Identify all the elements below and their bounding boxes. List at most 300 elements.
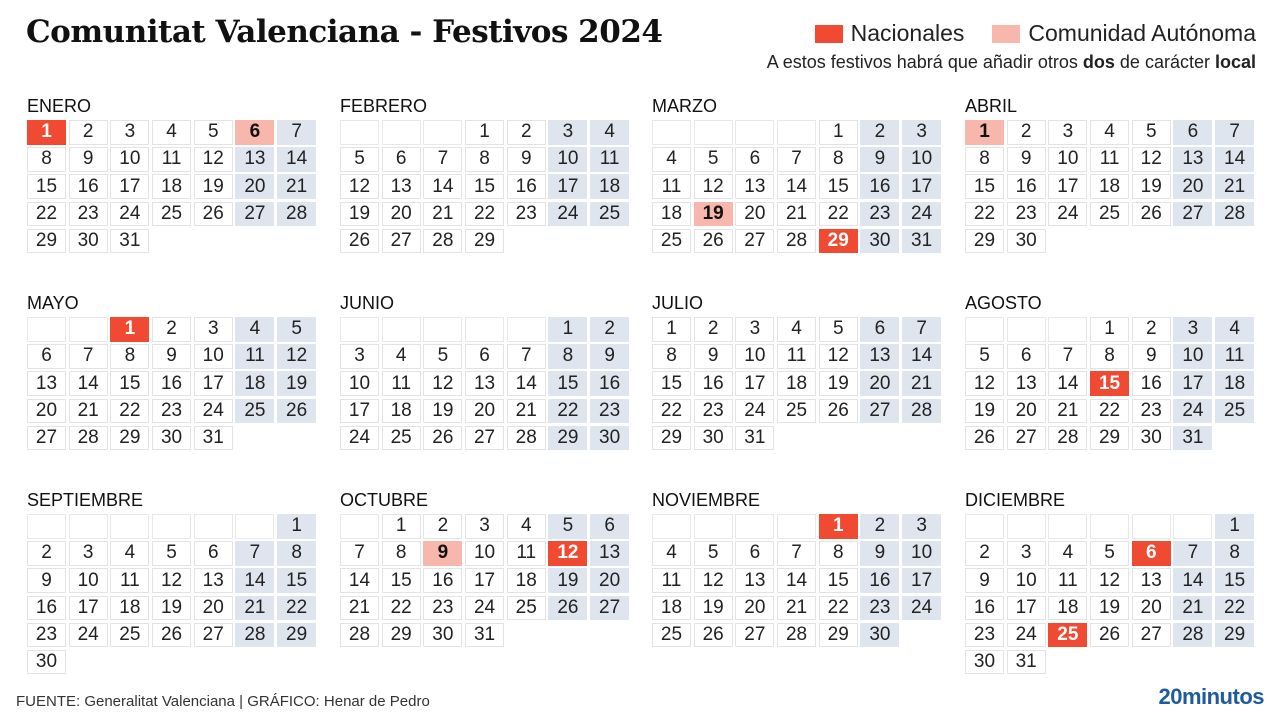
- day-cell: 23: [27, 623, 66, 648]
- month-noviembre: [652, 489, 942, 647]
- day-cell: 5: [694, 541, 733, 566]
- month-mayo: [27, 292, 317, 450]
- month-grid: [340, 317, 630, 450]
- empty-cell: [652, 120, 691, 145]
- day-cell: 18: [590, 174, 629, 199]
- day-cell: 19: [152, 596, 191, 621]
- day-cell: 23: [152, 399, 191, 424]
- day-cell: 12: [1090, 568, 1129, 593]
- day-cell: 16: [423, 568, 462, 593]
- day-cell: 3: [1048, 120, 1087, 145]
- month-agosto: [965, 292, 1255, 450]
- day-cell: 2: [69, 120, 108, 145]
- day-cell: 28: [1173, 623, 1212, 648]
- day-cell: 10: [902, 147, 941, 172]
- day-cell: 2: [27, 541, 66, 566]
- day-cell: 11: [110, 568, 149, 593]
- month-name: OCTUBRE: [340, 490, 429, 510]
- day-cell: 15: [819, 568, 858, 593]
- day-cell: 28: [777, 229, 816, 254]
- day-cell: 3: [902, 514, 941, 539]
- day-cell: 17: [735, 371, 774, 396]
- day-cell: 30: [69, 229, 108, 254]
- day-cell: 11: [1215, 344, 1254, 369]
- month-name: MARZO: [652, 96, 717, 116]
- day-cell: 18: [1048, 596, 1087, 621]
- day-cell: 5: [1090, 541, 1129, 566]
- day-cell: 26: [694, 229, 733, 254]
- day-cell: 5: [423, 344, 462, 369]
- day-cell: 24: [110, 202, 149, 227]
- day-cell: 9: [1132, 344, 1171, 369]
- day-cell: 29: [465, 229, 504, 254]
- empty-cell: [27, 317, 66, 342]
- day-cell: 28: [340, 623, 379, 648]
- day-cell: 15: [652, 371, 691, 396]
- day-cell: 13: [860, 344, 899, 369]
- day-cell: 21: [1173, 596, 1212, 621]
- day-cell: 6: [27, 344, 66, 369]
- day-cell: 19: [1090, 596, 1129, 621]
- day-cell: 11: [235, 344, 274, 369]
- holiday-nacional-cell: 1: [110, 317, 149, 342]
- day-cell: 14: [1215, 147, 1254, 172]
- day-cell: 18: [1090, 174, 1129, 199]
- day-cell: 29: [27, 229, 66, 254]
- day-cell: 7: [69, 344, 108, 369]
- day-cell: 26: [1090, 623, 1129, 648]
- holiday-nacional-cell: 15: [1090, 371, 1129, 396]
- month-name: FEBRERO: [340, 96, 428, 116]
- day-cell: 19: [194, 174, 233, 199]
- legend-swatch-comunidad: [992, 25, 1020, 43]
- day-cell: 8: [1215, 541, 1254, 566]
- day-cell: 9: [507, 147, 546, 172]
- day-cell: 28: [277, 202, 316, 227]
- brand-logo: 20minutos: [1158, 684, 1264, 709]
- day-cell: 2: [590, 317, 629, 342]
- day-cell: 24: [735, 399, 774, 424]
- day-cell: 7: [777, 541, 816, 566]
- day-cell: 23: [507, 202, 546, 227]
- day-cell: 14: [507, 371, 546, 396]
- day-cell: 23: [69, 202, 108, 227]
- day-cell: 1: [1090, 317, 1129, 342]
- day-cell: 10: [1007, 568, 1046, 593]
- day-cell: 12: [340, 174, 379, 199]
- day-cell: 5: [965, 344, 1004, 369]
- holiday-autonomica-cell: 6: [235, 120, 274, 145]
- day-cell: 4: [652, 541, 691, 566]
- month-junio: [340, 292, 630, 450]
- empty-cell: [194, 514, 233, 539]
- empty-cell: [235, 514, 274, 539]
- empty-cell: [735, 514, 774, 539]
- day-cell: 14: [423, 174, 462, 199]
- day-cell: 8: [1090, 344, 1129, 369]
- day-cell: 28: [902, 399, 941, 424]
- empty-cell: [69, 317, 108, 342]
- day-cell: 10: [902, 541, 941, 566]
- month-name: AGOSTO: [965, 293, 1042, 313]
- day-cell: 16: [1007, 174, 1046, 199]
- day-cell: 11: [777, 344, 816, 369]
- empty-cell: [69, 514, 108, 539]
- day-cell: 17: [194, 371, 233, 396]
- month-grid: [652, 514, 942, 647]
- day-cell: 30: [860, 623, 899, 648]
- day-cell: 4: [777, 317, 816, 342]
- day-cell: 12: [694, 568, 733, 593]
- day-cell: 29: [965, 229, 1004, 254]
- day-cell: 1: [819, 120, 858, 145]
- day-cell: 19: [819, 371, 858, 396]
- subtitle: [767, 52, 1256, 73]
- day-cell: 28: [1048, 426, 1087, 451]
- day-cell: 17: [1048, 174, 1087, 199]
- day-cell: 27: [235, 202, 274, 227]
- empty-cell: [465, 317, 504, 342]
- day-cell: 29: [277, 623, 316, 648]
- day-cell: 9: [860, 147, 899, 172]
- day-cell: 6: [382, 147, 421, 172]
- month-marzo: [652, 95, 942, 253]
- month-julio: [652, 292, 942, 450]
- day-cell: 26: [965, 426, 1004, 451]
- day-cell: 10: [340, 371, 379, 396]
- day-cell: 16: [152, 371, 191, 396]
- day-cell: 18: [382, 399, 421, 424]
- holiday-nacional-cell: 25: [1048, 623, 1087, 648]
- day-cell: 21: [69, 399, 108, 424]
- day-cell: 6: [1007, 344, 1046, 369]
- day-cell: 31: [465, 623, 504, 648]
- day-cell: 27: [1007, 426, 1046, 451]
- day-cell: 22: [1215, 596, 1254, 621]
- day-cell: 3: [1173, 317, 1212, 342]
- empty-cell: [340, 120, 379, 145]
- day-cell: 30: [590, 426, 629, 451]
- day-cell: 12: [1132, 147, 1171, 172]
- day-cell: 17: [1007, 596, 1046, 621]
- day-cell: 26: [194, 202, 233, 227]
- day-cell: 3: [194, 317, 233, 342]
- day-cell: 16: [860, 568, 899, 593]
- month-septiembre: [27, 489, 317, 674]
- day-cell: 10: [1048, 147, 1087, 172]
- day-cell: 15: [110, 371, 149, 396]
- day-cell: 9: [860, 541, 899, 566]
- day-cell: 22: [277, 596, 316, 621]
- day-cell: 17: [902, 174, 941, 199]
- day-cell: 23: [965, 623, 1004, 648]
- day-cell: 16: [965, 596, 1004, 621]
- day-cell: 5: [340, 147, 379, 172]
- day-cell: 20: [735, 596, 774, 621]
- day-cell: 2: [860, 120, 899, 145]
- day-cell: 9: [27, 568, 66, 593]
- empty-cell: [152, 514, 191, 539]
- day-cell: 23: [860, 202, 899, 227]
- empty-cell: [777, 120, 816, 145]
- day-cell: 24: [69, 623, 108, 648]
- day-cell: 24: [1007, 623, 1046, 648]
- day-cell: 13: [735, 174, 774, 199]
- day-cell: 18: [110, 596, 149, 621]
- day-cell: 13: [27, 371, 66, 396]
- day-cell: 22: [27, 202, 66, 227]
- day-cell: 23: [1132, 399, 1171, 424]
- day-cell: 20: [735, 202, 774, 227]
- day-cell: 1: [652, 317, 691, 342]
- day-cell: 26: [152, 623, 191, 648]
- legend: [787, 20, 1256, 47]
- day-cell: 9: [965, 568, 1004, 593]
- empty-cell: [694, 120, 733, 145]
- day-cell: 7: [235, 541, 274, 566]
- empty-cell: [340, 514, 379, 539]
- day-cell: 8: [27, 147, 66, 172]
- day-cell: 10: [110, 147, 149, 172]
- day-cell: 3: [548, 120, 587, 145]
- day-cell: 19: [694, 596, 733, 621]
- day-cell: 27: [27, 426, 66, 451]
- day-cell: 25: [1090, 202, 1129, 227]
- month-grid: [965, 120, 1255, 253]
- day-cell: 4: [1048, 541, 1087, 566]
- day-cell: 4: [1090, 120, 1129, 145]
- day-cell: 16: [860, 174, 899, 199]
- day-cell: 5: [548, 514, 587, 539]
- month-name: JULIO: [652, 293, 704, 313]
- day-cell: 18: [777, 371, 816, 396]
- day-cell: 5: [819, 317, 858, 342]
- day-cell: 19: [423, 399, 462, 424]
- day-cell: 21: [235, 596, 274, 621]
- day-cell: 8: [382, 541, 421, 566]
- day-cell: 23: [694, 399, 733, 424]
- day-cell: 5: [1132, 120, 1171, 145]
- day-cell: 15: [965, 174, 1004, 199]
- day-cell: 14: [777, 568, 816, 593]
- day-cell: 10: [69, 568, 108, 593]
- day-cell: 22: [1090, 399, 1129, 424]
- month-grid: [340, 120, 630, 253]
- day-cell: 7: [1173, 541, 1212, 566]
- day-cell: 29: [1215, 623, 1254, 648]
- day-cell: 17: [110, 174, 149, 199]
- day-cell: 2: [423, 514, 462, 539]
- day-cell: 17: [902, 568, 941, 593]
- day-cell: 20: [235, 174, 274, 199]
- day-cell: 16: [27, 596, 66, 621]
- day-cell: 30: [694, 426, 733, 451]
- day-cell: 20: [1173, 174, 1212, 199]
- day-cell: 18: [652, 596, 691, 621]
- day-cell: 17: [69, 596, 108, 621]
- empty-cell: [652, 514, 691, 539]
- empty-cell: [110, 514, 149, 539]
- day-cell: 15: [27, 174, 66, 199]
- day-cell: 21: [507, 399, 546, 424]
- day-cell: 30: [1132, 426, 1171, 451]
- day-cell: 3: [340, 344, 379, 369]
- day-cell: 26: [819, 399, 858, 424]
- day-cell: 12: [694, 174, 733, 199]
- day-cell: 18: [152, 174, 191, 199]
- day-cell: 11: [1048, 568, 1087, 593]
- day-cell: 8: [652, 344, 691, 369]
- day-cell: 22: [819, 596, 858, 621]
- day-cell: 25: [652, 229, 691, 254]
- day-cell: 20: [1007, 399, 1046, 424]
- holiday-autonomica-cell: 19: [694, 202, 733, 227]
- day-cell: 14: [340, 568, 379, 593]
- footer-source: FUENTE: Generalitat Valenciana | GRÁFICO: Henar de Pedro: [16, 693, 430, 710]
- day-cell: 22: [548, 399, 587, 424]
- day-cell: 16: [69, 174, 108, 199]
- day-cell: 29: [548, 426, 587, 451]
- day-cell: 31: [902, 229, 941, 254]
- empty-cell: [1048, 317, 1087, 342]
- day-cell: 21: [777, 202, 816, 227]
- day-cell: 2: [1007, 120, 1046, 145]
- day-cell: 23: [423, 596, 462, 621]
- empty-cell: [382, 317, 421, 342]
- holiday-nacional-cell: 1: [819, 514, 858, 539]
- day-cell: 16: [590, 371, 629, 396]
- day-cell: 28: [423, 229, 462, 254]
- month-octubre: [340, 489, 630, 647]
- day-cell: 24: [194, 399, 233, 424]
- month-name: SEPTIEMBRE: [27, 490, 144, 510]
- empty-cell: [507, 317, 546, 342]
- day-cell: 11: [652, 568, 691, 593]
- holiday-autonomica-cell: 9: [423, 541, 462, 566]
- day-cell: 25: [110, 623, 149, 648]
- day-cell: 12: [965, 371, 1004, 396]
- day-cell: 30: [1007, 229, 1046, 254]
- day-cell: 5: [694, 147, 733, 172]
- subtitle-bold2: local: [1214, 52, 1256, 72]
- day-cell: 22: [652, 399, 691, 424]
- day-cell: 12: [819, 344, 858, 369]
- day-cell: 31: [1173, 426, 1212, 451]
- day-cell: 19: [340, 202, 379, 227]
- day-cell: 28: [69, 426, 108, 451]
- day-cell: 25: [507, 596, 546, 621]
- day-cell: 19: [965, 399, 1004, 424]
- day-cell: 18: [507, 568, 546, 593]
- legend-label-comunidad: Comunidad Autónoma: [1028, 20, 1256, 46]
- day-cell: 17: [340, 399, 379, 424]
- month-grid: [965, 317, 1255, 450]
- day-cell: 4: [652, 147, 691, 172]
- empty-cell: [777, 514, 816, 539]
- day-cell: 28: [235, 623, 274, 648]
- day-cell: 28: [777, 623, 816, 648]
- day-cell: 3: [465, 514, 504, 539]
- day-cell: 11: [652, 174, 691, 199]
- day-cell: 27: [860, 399, 899, 424]
- day-cell: 7: [277, 120, 316, 145]
- day-cell: 14: [902, 344, 941, 369]
- day-cell: 4: [110, 541, 149, 566]
- day-cell: 17: [1173, 371, 1212, 396]
- month-name: ABRIL: [965, 96, 1018, 116]
- day-cell: 3: [735, 317, 774, 342]
- day-cell: 24: [340, 426, 379, 451]
- day-cell: 8: [965, 147, 1004, 172]
- day-cell: 11: [507, 541, 546, 566]
- day-cell: 16: [694, 371, 733, 396]
- month-name: NOVIEMBRE: [652, 490, 761, 510]
- month-grid: [340, 514, 630, 647]
- day-cell: 30: [965, 650, 1004, 675]
- month-grid: [27, 514, 317, 674]
- day-cell: 20: [590, 568, 629, 593]
- day-cell: 17: [465, 568, 504, 593]
- day-cell: 13: [1173, 147, 1212, 172]
- day-cell: 2: [860, 514, 899, 539]
- subtitle-bold1: dos: [1082, 52, 1115, 72]
- day-cell: 2: [1132, 317, 1171, 342]
- day-cell: 13: [194, 568, 233, 593]
- holiday-nacional-cell: 12: [548, 541, 587, 566]
- day-cell: 30: [152, 426, 191, 451]
- month-diciembre: [965, 489, 1255, 674]
- day-cell: 20: [194, 596, 233, 621]
- day-cell: 24: [465, 596, 504, 621]
- day-cell: 26: [694, 623, 733, 648]
- holiday-nacional-cell: 6: [1132, 541, 1171, 566]
- day-cell: 10: [548, 147, 587, 172]
- day-cell: 29: [819, 623, 858, 648]
- day-cell: 2: [965, 541, 1004, 566]
- day-cell: 7: [777, 147, 816, 172]
- day-cell: 14: [1048, 371, 1087, 396]
- day-cell: 7: [423, 147, 462, 172]
- day-cell: 5: [152, 541, 191, 566]
- day-cell: 6: [590, 514, 629, 539]
- day-cell: 22: [465, 202, 504, 227]
- day-cell: 1: [548, 317, 587, 342]
- day-cell: 27: [735, 623, 774, 648]
- day-cell: 25: [382, 426, 421, 451]
- empty-cell: [27, 514, 66, 539]
- empty-cell: [1007, 317, 1046, 342]
- day-cell: 8: [465, 147, 504, 172]
- day-cell: 7: [340, 541, 379, 566]
- day-cell: 14: [1173, 568, 1212, 593]
- day-cell: 20: [860, 371, 899, 396]
- day-cell: 6: [1173, 120, 1212, 145]
- day-cell: 18: [652, 202, 691, 227]
- page-title: Comunitat Valenciana - Festivos 2024: [26, 14, 663, 50]
- day-cell: 25: [652, 623, 691, 648]
- month-grid: [27, 120, 317, 253]
- day-cell: 15: [465, 174, 504, 199]
- day-cell: 2: [507, 120, 546, 145]
- day-cell: 4: [1215, 317, 1254, 342]
- day-cell: 14: [69, 371, 108, 396]
- day-cell: 8: [277, 541, 316, 566]
- day-cell: 30: [860, 229, 899, 254]
- day-cell: 9: [694, 344, 733, 369]
- day-cell: 4: [152, 120, 191, 145]
- day-cell: 12: [194, 147, 233, 172]
- day-cell: 7: [902, 317, 941, 342]
